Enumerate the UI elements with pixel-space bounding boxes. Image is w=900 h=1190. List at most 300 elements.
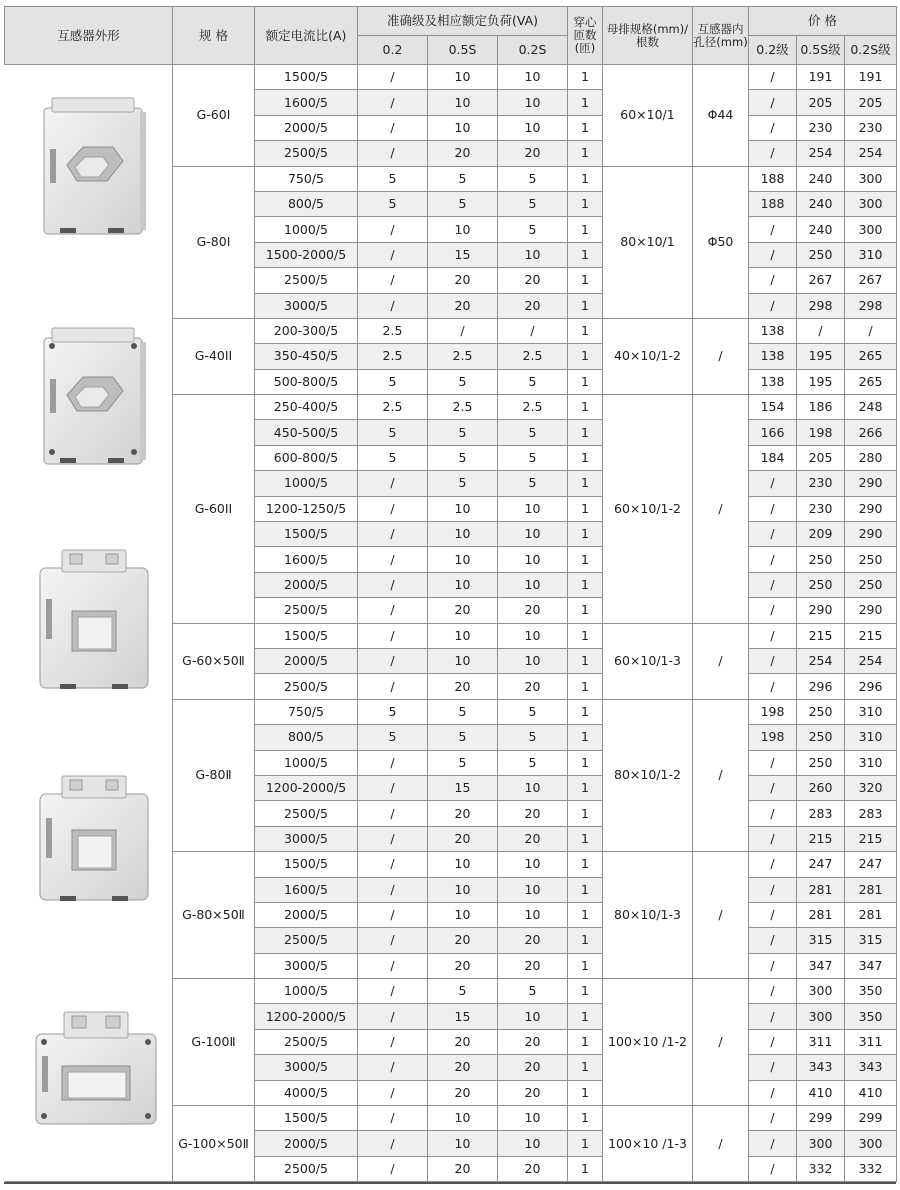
cell-ratio: 1000/5 (255, 471, 358, 496)
cell-turns: 1 (568, 90, 603, 115)
cell-ratio: 2500/5 (255, 598, 358, 623)
cell-price-02: / (749, 623, 797, 648)
cell-ratio: 2500/5 (255, 141, 358, 166)
cell-ratio: 2500/5 (255, 928, 358, 953)
cell-price-02: / (749, 65, 797, 90)
cell-ratio: 2500/5 (255, 801, 358, 826)
cell-ratio: 450-500/5 (255, 420, 358, 445)
cell-price-02: / (749, 1055, 797, 1080)
cell-model: G-80Ⅱ (173, 699, 255, 851)
cell-accuracy-02: / (358, 496, 428, 521)
cell-busbar: 40×10/1-2 (603, 318, 693, 394)
cell-model: G-80×50Ⅱ (173, 852, 255, 979)
cell-accuracy-02: 5 (358, 445, 428, 470)
cell-price-02s: 311 (845, 1029, 897, 1054)
cell-price-05s: 250 (797, 725, 845, 750)
cell-price-05s: 347 (797, 953, 845, 978)
cell-turns: 1 (568, 1131, 603, 1156)
cell-accuracy-02: 2.5 (358, 318, 428, 343)
cell-ratio: 4000/5 (255, 1080, 358, 1105)
cell-hole: Φ44 (693, 65, 749, 167)
cell-accuracy-05s: 2.5 (428, 344, 498, 369)
cell-accuracy-02: 5 (358, 369, 428, 394)
cell-price-02: / (749, 547, 797, 572)
cell-price-02s: 290 (845, 522, 897, 547)
cell-accuracy-02s: 5 (498, 725, 568, 750)
cell-price-02: 138 (749, 344, 797, 369)
cell-turns: 1 (568, 953, 603, 978)
cell-accuracy-05s: 2.5 (428, 395, 498, 420)
cell-price-02s: 215 (845, 826, 897, 851)
cell-price-02s: 205 (845, 90, 897, 115)
cell-turns: 1 (568, 598, 603, 623)
cell-hole: / (693, 395, 749, 624)
cell-ratio: 250-400/5 (255, 395, 358, 420)
cell-price-02s: 300 (845, 217, 897, 242)
transformer-small-round-window-icon (34, 94, 152, 244)
cell-accuracy-02s: 2.5 (498, 344, 568, 369)
cell-model: G-40II (173, 318, 255, 394)
cell-accuracy-02s: 10 (498, 775, 568, 800)
cell-accuracy-02: 5 (358, 725, 428, 750)
cell-turns: 1 (568, 1004, 603, 1029)
cell-price-02: / (749, 928, 797, 953)
cell-price-02: / (749, 572, 797, 597)
cell-price-02: / (749, 141, 797, 166)
cell-accuracy-02: / (358, 547, 428, 572)
cell-accuracy-05s: 15 (428, 775, 498, 800)
cell-accuracy-02s: 10 (498, 522, 568, 547)
cell-accuracy-05s: 10 (428, 877, 498, 902)
cell-price-02: / (749, 1004, 797, 1029)
cell-accuracy-05s: / (428, 318, 498, 343)
cell-ratio: 2500/5 (255, 674, 358, 699)
cell-price-02s: 310 (845, 699, 897, 724)
cell-price-02s: 266 (845, 420, 897, 445)
cell-accuracy-05s: 5 (428, 979, 498, 1004)
cell-busbar: 80×10/1 (603, 166, 693, 318)
cell-ratio: 3000/5 (255, 293, 358, 318)
cell-accuracy-02: / (358, 268, 428, 293)
cell-price-02: / (749, 674, 797, 699)
cell-accuracy-02: / (358, 471, 428, 496)
cell-accuracy-02s: 10 (498, 902, 568, 927)
cell-ratio: 1500-2000/5 (255, 242, 358, 267)
cell-accuracy-02: 5 (358, 166, 428, 191)
cell-accuracy-02: 2.5 (358, 344, 428, 369)
cell-turns: 1 (568, 1106, 603, 1131)
cell-accuracy-02: 2.5 (358, 395, 428, 420)
cell-turns: 1 (568, 318, 603, 343)
cell-turns: 1 (568, 826, 603, 851)
cell-price-02s: 310 (845, 242, 897, 267)
cell-turns: 1 (568, 801, 603, 826)
cell-price-05s: 240 (797, 191, 845, 216)
cell-price-02s: 290 (845, 496, 897, 521)
cell-accuracy-02s: 20 (498, 801, 568, 826)
cell-price-02s: 410 (845, 1080, 897, 1105)
cell-turns: 1 (568, 877, 603, 902)
cell-accuracy-02s: 20 (498, 268, 568, 293)
cell-accuracy-05s: 5 (428, 471, 498, 496)
cell-price-02: / (749, 852, 797, 877)
cell-accuracy-02s: 20 (498, 1080, 568, 1105)
cell-accuracy-02: / (358, 90, 428, 115)
cell-accuracy-02s: 20 (498, 293, 568, 318)
cell-price-02s: 250 (845, 572, 897, 597)
cell-turns: 1 (568, 445, 603, 470)
cell-hole: / (693, 623, 749, 699)
header-price-05s: 0.5S级 (797, 36, 845, 65)
cell-price-05s: 195 (797, 369, 845, 394)
cell-turns: 1 (568, 750, 603, 775)
cell-accuracy-02: / (358, 648, 428, 673)
cell-price-05s: 240 (797, 217, 845, 242)
cell-price-05s: 290 (797, 598, 845, 623)
cell-accuracy-05s: 20 (428, 826, 498, 851)
cell-accuracy-02: / (358, 775, 428, 800)
header-hole: 互感器内孔径(mm) (693, 7, 749, 65)
cell-accuracy-05s: 20 (428, 1029, 498, 1054)
cell-price-02s: 299 (845, 1106, 897, 1131)
cell-price-02: / (749, 902, 797, 927)
cell-accuracy-05s: 20 (428, 293, 498, 318)
cell-accuracy-02s: 5 (498, 471, 568, 496)
cell-accuracy-02s: 5 (498, 445, 568, 470)
cell-busbar: 60×10/1-2 (603, 395, 693, 624)
cell-price-05s: 250 (797, 699, 845, 724)
cell-accuracy-02: / (358, 115, 428, 140)
cell-price-02s: 265 (845, 369, 897, 394)
cell-price-02s: 290 (845, 471, 897, 496)
cell-price-02: / (749, 826, 797, 851)
cell-accuracy-02: / (358, 1055, 428, 1080)
cell-price-02s: 281 (845, 877, 897, 902)
cell-accuracy-05s: 20 (428, 141, 498, 166)
cell-ratio: 1500/5 (255, 65, 358, 90)
cell-accuracy-02s: 10 (498, 623, 568, 648)
cell-price-05s: 247 (797, 852, 845, 877)
cell-accuracy-02s: 10 (498, 496, 568, 521)
cell-accuracy-05s: 10 (428, 572, 498, 597)
cell-turns: 1 (568, 191, 603, 216)
cell-ratio: 3000/5 (255, 1055, 358, 1080)
cell-accuracy-02s: 20 (498, 1156, 568, 1181)
cell-accuracy-02: / (358, 979, 428, 1004)
cell-accuracy-05s: 10 (428, 1131, 498, 1156)
cell-price-02s: 248 (845, 395, 897, 420)
cell-ratio: 2500/5 (255, 1156, 358, 1181)
cell-turns: 1 (568, 166, 603, 191)
cell-accuracy-02: / (358, 953, 428, 978)
cell-price-02: / (749, 268, 797, 293)
cell-accuracy-05s: 20 (428, 1080, 498, 1105)
cell-price-02s: 310 (845, 725, 897, 750)
cell-accuracy-05s: 5 (428, 750, 498, 775)
cell-turns: 1 (568, 522, 603, 547)
cell-price-02s: 280 (845, 445, 897, 470)
cell-accuracy-02: / (358, 877, 428, 902)
cell-accuracy-02s: 10 (498, 242, 568, 267)
cell-ratio: 500-800/5 (255, 369, 358, 394)
cell-price-02s: 254 (845, 648, 897, 673)
cell-price-02: / (749, 953, 797, 978)
cell-ratio: 1500/5 (255, 1106, 358, 1131)
cell-price-05s: 215 (797, 826, 845, 851)
cell-ratio: 1200-1250/5 (255, 496, 358, 521)
cell-turns: 1 (568, 369, 603, 394)
cell-price-05s: 332 (797, 1156, 845, 1181)
cell-accuracy-05s: 10 (428, 547, 498, 572)
cell-ratio: 2000/5 (255, 572, 358, 597)
cell-accuracy-02s: 5 (498, 217, 568, 242)
cell-price-02: / (749, 496, 797, 521)
cell-price-02: / (749, 1106, 797, 1131)
cell-price-05s: 267 (797, 268, 845, 293)
cell-turns: 1 (568, 928, 603, 953)
cell-accuracy-02s: 20 (498, 928, 568, 953)
cell-accuracy-02s: 5 (498, 166, 568, 191)
header-accuracy-02: 0.2 (358, 36, 428, 65)
header-accuracy-02s: 0.2S (498, 36, 568, 65)
cell-turns: 1 (568, 1055, 603, 1080)
cell-price-05s: 260 (797, 775, 845, 800)
cell-price-02: / (749, 242, 797, 267)
cell-ratio: 1600/5 (255, 877, 358, 902)
cell-ratio: 1600/5 (255, 547, 358, 572)
cell-price-02s: 247 (845, 852, 897, 877)
cell-price-02: 166 (749, 420, 797, 445)
cell-price-02s: 265 (845, 344, 897, 369)
cell-ratio: 3000/5 (255, 826, 358, 851)
cell-turns: 1 (568, 1029, 603, 1054)
cell-price-02s: 254 (845, 141, 897, 166)
header-price-02s: 0.2S级 (845, 36, 897, 65)
cell-accuracy-02: / (358, 141, 428, 166)
cell-price-02s: 315 (845, 928, 897, 953)
cell-price-05s: 300 (797, 1131, 845, 1156)
cell-price-05s: 205 (797, 445, 845, 470)
cell-turns: 1 (568, 293, 603, 318)
cell-accuracy-02: 5 (358, 191, 428, 216)
transformer-medium-round-window-icon (34, 324, 152, 474)
cell-price-05s: 250 (797, 750, 845, 775)
cell-price-02: 184 (749, 445, 797, 470)
cell-accuracy-02s: 10 (498, 877, 568, 902)
cell-price-02: / (749, 598, 797, 623)
cell-accuracy-05s: 5 (428, 191, 498, 216)
cell-accuracy-02: / (358, 826, 428, 851)
cell-accuracy-02: / (358, 1106, 428, 1131)
cell-price-02: / (749, 1156, 797, 1181)
cell-busbar: 80×10/1-3 (603, 852, 693, 979)
cell-accuracy-02: / (358, 598, 428, 623)
cell-accuracy-05s: 5 (428, 369, 498, 394)
cell-hole: / (693, 699, 749, 851)
cell-accuracy-02: 5 (358, 699, 428, 724)
cell-price-02s: 320 (845, 775, 897, 800)
cell-price-02: 188 (749, 166, 797, 191)
cell-accuracy-02s: 10 (498, 648, 568, 673)
cell-accuracy-05s: 20 (428, 598, 498, 623)
cell-accuracy-05s: 20 (428, 1156, 498, 1181)
cell-ratio: 1000/5 (255, 750, 358, 775)
cell-price-02: 198 (749, 699, 797, 724)
cell-accuracy-02s: 20 (498, 1029, 568, 1054)
cell-price-02: / (749, 775, 797, 800)
price-sheet (4, 6, 896, 1182)
cell-turns: 1 (568, 699, 603, 724)
cell-accuracy-02: / (358, 902, 428, 927)
cell-busbar: 100×10 /1-3 (603, 1106, 693, 1182)
cell-price-02s: 281 (845, 902, 897, 927)
cell-price-02: / (749, 1131, 797, 1156)
cell-price-02: 138 (749, 369, 797, 394)
transformer-wide-square-window-icon (32, 772, 156, 908)
cell-accuracy-05s: 20 (428, 801, 498, 826)
table-row (5, 65, 897, 90)
cell-accuracy-02s: 10 (498, 547, 568, 572)
cell-price-05s: 343 (797, 1055, 845, 1080)
cell-turns: 1 (568, 496, 603, 521)
cell-price-02s: 310 (845, 750, 897, 775)
cell-accuracy-05s: 20 (428, 953, 498, 978)
cell-price-02s: 283 (845, 801, 897, 826)
cell-turns: 1 (568, 65, 603, 90)
cell-accuracy-02: / (358, 674, 428, 699)
cell-accuracy-05s: 5 (428, 725, 498, 750)
cell-accuracy-02: / (358, 217, 428, 242)
cell-price-05s: 298 (797, 293, 845, 318)
cell-ratio: 3000/5 (255, 953, 358, 978)
cell-turns: 1 (568, 725, 603, 750)
cell-accuracy-02: / (358, 928, 428, 953)
cell-price-02s: 296 (845, 674, 897, 699)
cell-accuracy-02: 5 (358, 420, 428, 445)
cell-price-02: / (749, 522, 797, 547)
cell-accuracy-02: / (358, 572, 428, 597)
cell-accuracy-02s: 10 (498, 1131, 568, 1156)
cell-accuracy-05s: 10 (428, 496, 498, 521)
cell-accuracy-02s: 5 (498, 420, 568, 445)
cell-accuracy-02s: 10 (498, 1106, 568, 1131)
cell-ratio: 600-800/5 (255, 445, 358, 470)
cell-accuracy-02s: 5 (498, 979, 568, 1004)
cell-turns: 1 (568, 268, 603, 293)
cell-accuracy-05s: 5 (428, 166, 498, 191)
cell-accuracy-02s: 20 (498, 1055, 568, 1080)
cell-ratio: 1600/5 (255, 90, 358, 115)
cell-model: G-100×50Ⅱ (173, 1106, 255, 1182)
header-accuracy-05s: 0.5S (428, 36, 498, 65)
cell-hole: / (693, 1106, 749, 1182)
cell-price-05s: 410 (797, 1080, 845, 1105)
cell-price-05s: 300 (797, 979, 845, 1004)
cell-accuracy-02: / (358, 623, 428, 648)
cell-price-05s: 250 (797, 242, 845, 267)
cell-price-05s: 315 (797, 928, 845, 953)
cell-price-02s: 298 (845, 293, 897, 318)
cell-accuracy-02: / (358, 65, 428, 90)
cell-price-02s: 350 (845, 1004, 897, 1029)
cell-accuracy-02: / (358, 242, 428, 267)
cell-ratio: 1500/5 (255, 522, 358, 547)
cell-price-05s: 311 (797, 1029, 845, 1054)
cell-turns: 1 (568, 648, 603, 673)
cell-price-02: / (749, 877, 797, 902)
cell-price-02: / (749, 115, 797, 140)
cell-accuracy-02: / (358, 1080, 428, 1105)
cell-accuracy-05s: 20 (428, 1055, 498, 1080)
cell-turns: 1 (568, 344, 603, 369)
cell-turns: 1 (568, 775, 603, 800)
cell-price-05s: 230 (797, 115, 845, 140)
cell-accuracy-02: / (358, 1004, 428, 1029)
cell-turns: 1 (568, 217, 603, 242)
cell-model: G-60II (173, 395, 255, 624)
cell-accuracy-05s: 20 (428, 268, 498, 293)
cell-price-05s: 299 (797, 1106, 845, 1131)
cell-price-05s: 254 (797, 648, 845, 673)
cell-turns: 1 (568, 1080, 603, 1105)
cell-accuracy-02s: 5 (498, 369, 568, 394)
cell-price-05s: 198 (797, 420, 845, 445)
cell-turns: 1 (568, 242, 603, 267)
cell-turns: 1 (568, 547, 603, 572)
cell-ratio: 800/5 (255, 725, 358, 750)
cell-accuracy-02s: 20 (498, 598, 568, 623)
cell-accuracy-02s: 5 (498, 750, 568, 775)
cell-price-02s: 300 (845, 1131, 897, 1156)
cell-model: G-100Ⅱ (173, 979, 255, 1106)
cell-accuracy-05s: 10 (428, 648, 498, 673)
cell-price-02s: 343 (845, 1055, 897, 1080)
cell-accuracy-05s: 10 (428, 522, 498, 547)
cell-accuracy-02s: 2.5 (498, 395, 568, 420)
cell-ratio: 800/5 (255, 191, 358, 216)
cell-price-02: / (749, 750, 797, 775)
cell-accuracy-02s: 10 (498, 852, 568, 877)
header-busbar: 母排规格(mm)/根数 (603, 7, 693, 65)
cell-ratio: 1000/5 (255, 217, 358, 242)
cell-price-02: 138 (749, 318, 797, 343)
cell-ratio: 2000/5 (255, 115, 358, 140)
cell-accuracy-05s: 10 (428, 90, 498, 115)
cell-accuracy-02: / (358, 293, 428, 318)
cell-accuracy-02: / (358, 1156, 428, 1181)
cell-ratio: 350-450/5 (255, 344, 358, 369)
transformer-large-rect-window-icon (30, 1008, 162, 1132)
cell-busbar: 60×10/1-3 (603, 623, 693, 699)
cell-price-02s: 300 (845, 166, 897, 191)
cell-ratio: 1500/5 (255, 623, 358, 648)
cell-accuracy-02: / (358, 750, 428, 775)
cell-price-05s: 296 (797, 674, 845, 699)
cell-accuracy-02s: 10 (498, 115, 568, 140)
cell-price-05s: 283 (797, 801, 845, 826)
cell-hole: Φ50 (693, 166, 749, 318)
cell-price-02s: 300 (845, 191, 897, 216)
cell-ratio: 2500/5 (255, 268, 358, 293)
cell-turns: 1 (568, 902, 603, 927)
cell-price-05s: 281 (797, 902, 845, 927)
cell-price-02s: 230 (845, 115, 897, 140)
cell-accuracy-02: / (358, 801, 428, 826)
cell-price-02: 154 (749, 395, 797, 420)
cell-ratio: 2000/5 (255, 902, 358, 927)
cell-price-02: 198 (749, 725, 797, 750)
header-price-group: 价 格 (749, 7, 897, 36)
